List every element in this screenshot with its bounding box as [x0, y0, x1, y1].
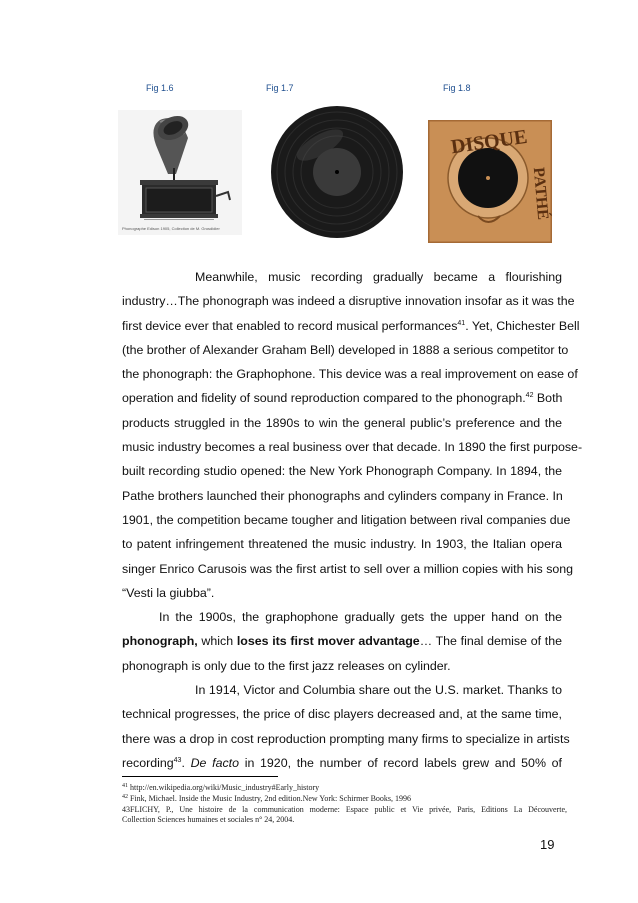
p1-line-3: first device ever that enabled to record musical performances$^{41}$. Yet, Chichester Bell	[122, 318, 580, 333]
fig-1-6-caption: Fig 1.6	[146, 83, 174, 93]
p1-line-13: singer Enrico Carusois was the first artist to sell over a million copies with his song	[122, 561, 574, 576]
p2-line-1: In the 1900s, the graphophone gradually gets the upper hand on the	[159, 610, 562, 624]
phonograph-image	[118, 110, 242, 235]
p3-line-1: In 1914, Victor and Columbia share out the U.S. market. Thanks to	[195, 683, 562, 697]
footnote-41: $^{41}$ http://en.wikipedia.org/wiki/Music_industry#Early_history	[122, 783, 320, 792]
footnote-ref-42[interactable]: 42	[525, 392, 534, 400]
p3-line-2: technical progresses, the price of disc players decreased and, at the same time,	[122, 707, 562, 722]
p1-line-11: 1901, the competition became tougher and litigation between rival companies due	[122, 512, 571, 527]
p1-line-2: industry…The phonograph was indeed a disruptive innovation insofar as it was the	[122, 294, 575, 309]
p3-line-3: there was a drop in cost reproduction prompting many firms to specialize in artists	[122, 731, 570, 746]
footnote-43-line-1: 43FLICHY, P., Une histoire de la communication moderne: Espace public et Vie privée, Paris, Editions La Découverte,	[122, 805, 567, 814]
p1-line-12: to patent infringement threatened the music industry. In 1903, the Italian opera	[122, 537, 562, 552]
footnote-ref-41[interactable]: 41	[457, 319, 466, 327]
p1-line-7: products struggled in the 1890s to win the general public’s preference and the	[122, 415, 562, 430]
p1-line-10: Pathe brothers launched their phonographs and cylinders company in France. In	[122, 488, 563, 503]
record-disc-image	[270, 105, 404, 239]
fig-1-7-caption: Fig 1.7	[266, 83, 294, 93]
p1-line-1: Meanwhile, music recording gradually became a flourishing	[195, 270, 562, 284]
footnote-42: $^{42}$ Fink, Michael. Inside the Music Industry, 2nd edition.New York: Schirmer Books, 1996	[122, 794, 412, 803]
paragraph-3	[122, 678, 570, 775]
p3-line-4: recording$^{43}$. De facto in 1920, the number of record labels grew and 50% of	[122, 755, 562, 770]
footnote-43-line-2: Collection Sciences humaines et sociales n° 24, 2004.	[122, 815, 295, 824]
fig-1-8-caption: Fig 1.8	[443, 83, 471, 93]
disque-label: DISQUE	[449, 125, 529, 159]
disque-pathe-image	[428, 120, 552, 243]
p2-line-3: phonograph is only due to the first jazz releases on cylinder.	[122, 658, 451, 673]
footnote-divider	[122, 776, 278, 777]
pathe-label: PATHÉ	[529, 166, 552, 221]
page-number: 19	[540, 837, 555, 852]
phonograph-image-label: Phonographe Edison 1905, Collection de M. Grosdidier	[122, 226, 220, 231]
paragraph-2	[122, 605, 562, 678]
footnote-43	[122, 805, 567, 825]
p1-line-5: the phonograph: the Graphophone. This device was a real improvement on ease of	[122, 367, 578, 382]
footnote-ref-43[interactable]: 43	[173, 756, 182, 764]
p1-line-6: operation and fidelity of sound reproduction compared to the phonograph.$^{42}$ Both	[122, 391, 563, 406]
p1-line-4: (the brother of Alexander Graham Bell) developed in 1888 a serious competitor to	[122, 342, 569, 357]
p2-line-2: phonograph, which loses its first mover advantage… The final demise of the	[122, 634, 562, 649]
p1-line-14: “Vesti la giubba”.	[122, 585, 215, 600]
p1-line-9: built recording studio opened: the New York Phonograph Company. In 1894, the	[122, 464, 562, 479]
paragraph-1	[122, 265, 583, 605]
p1-line-8: music industry becomes a real business over that decade. In 1890 the first purpose-	[122, 440, 583, 455]
